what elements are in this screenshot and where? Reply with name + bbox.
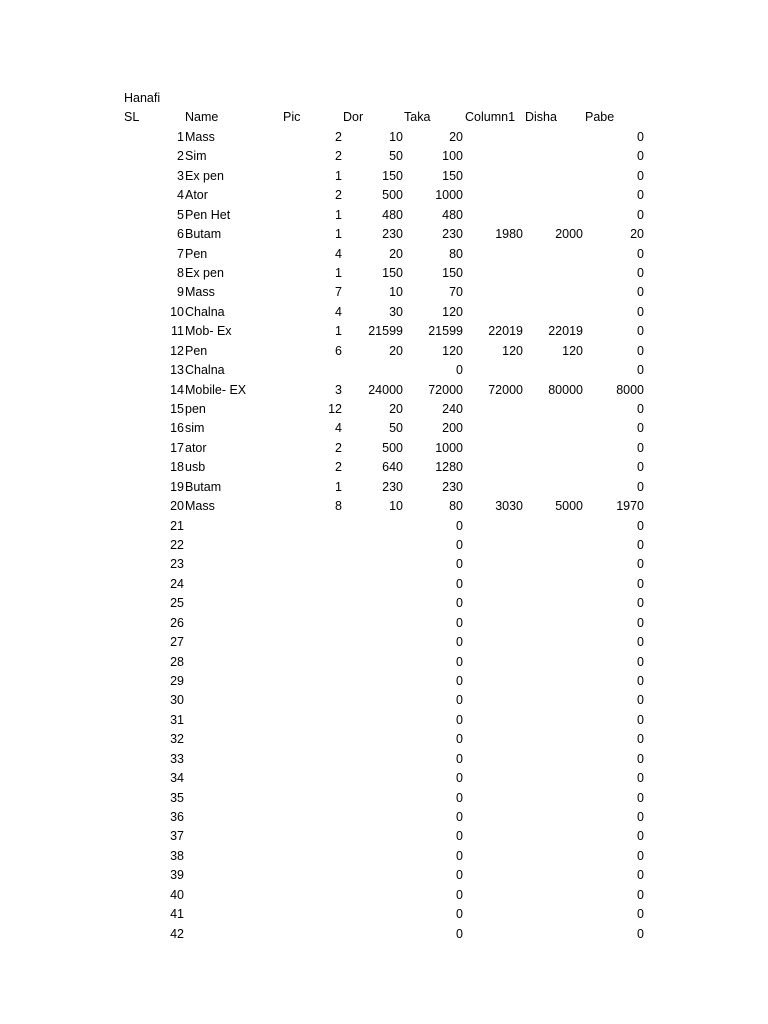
table-cell-taka: 0	[456, 927, 463, 941]
table-cell-taka: 200	[442, 421, 463, 435]
table-cell-pabe: 0	[637, 713, 644, 727]
table-cell-taka: 0	[456, 810, 463, 824]
table-cell-taka: 0	[456, 829, 463, 843]
table-cell-pabe: 0	[637, 305, 644, 319]
table-cell-pabe: 0	[637, 344, 644, 358]
table-cell-sl: 29	[170, 674, 184, 688]
table-cell-taka: 0	[456, 655, 463, 669]
table-cell-pabe: 0	[637, 247, 644, 261]
table-cell-sl: 23	[170, 557, 184, 571]
table-cell-sl: 11	[171, 324, 184, 338]
table-cell-pabe: 0	[637, 557, 644, 571]
table-cell-dor: 20	[389, 247, 403, 261]
table-cell-pic: 1	[335, 324, 342, 338]
sheet-title: Hanafi	[124, 91, 161, 105]
table-cell-taka: 0	[456, 791, 463, 805]
table-cell-taka: 0	[456, 519, 463, 533]
table-cell-pabe: 0	[637, 519, 644, 533]
table-cell-dor: 10	[389, 130, 403, 144]
table-cell-taka: 100	[442, 149, 463, 163]
table-cell-taka: 80	[449, 499, 463, 513]
table-cell-taka: 0	[456, 868, 463, 882]
table-cell-dor: 480	[382, 208, 403, 222]
table-cell-taka: 72000	[428, 383, 463, 397]
table-cell-sl: 42	[170, 927, 184, 941]
table-cell-taka: 1000	[435, 441, 463, 455]
table-cell-taka: 0	[456, 752, 463, 766]
table-cell-sl: 12	[170, 344, 184, 358]
table-cell-pabe: 0	[637, 169, 644, 183]
table-cell-taka: 0	[456, 635, 463, 649]
table-cell-pic: 3	[335, 383, 342, 397]
table-cell-name: Pen	[185, 344, 208, 358]
table-cell-taka: 1000	[435, 188, 463, 202]
table-cell-pabe: 1970	[616, 499, 644, 513]
table-cell-sl: 10	[170, 305, 184, 319]
table-cell-name: ator	[185, 441, 207, 455]
table-cell-name: Chalna	[185, 363, 225, 377]
table-cell-column1: 1980	[495, 227, 523, 241]
table-cell-pabe: 0	[637, 732, 644, 746]
table-cell-dor: 230	[382, 480, 403, 494]
table-cell-sl: 37	[170, 829, 184, 843]
table-cell-taka: 120	[442, 305, 463, 319]
table-cell-pabe: 0	[637, 927, 644, 941]
table-cell-sl: 16	[170, 421, 184, 435]
table-cell-name: Pen	[185, 247, 208, 261]
table-cell-pabe: 0	[637, 791, 644, 805]
table-cell-pabe: 0	[637, 149, 644, 163]
table-cell-sl: 30	[170, 693, 184, 707]
table-cell-pabe: 0	[637, 752, 644, 766]
table-cell-taka: 70	[449, 285, 463, 299]
table-cell-name: sim	[185, 421, 205, 435]
table-cell-name: Sim	[185, 149, 207, 163]
table-cell-pabe: 0	[637, 402, 644, 416]
table-cell-name: Ator	[185, 188, 208, 202]
table-cell-taka: 150	[442, 266, 463, 280]
table-cell-taka: 0	[456, 363, 463, 377]
header-pic: Pic	[283, 110, 301, 124]
table-cell-pabe: 0	[637, 188, 644, 202]
table-cell-pabe: 0	[637, 810, 644, 824]
table-cell-sl: 39	[170, 868, 184, 882]
table-cell-pabe: 0	[637, 868, 644, 882]
table-cell-pic: 2	[335, 130, 342, 144]
table-cell-dor: 50	[389, 421, 403, 435]
header-name: Name	[185, 110, 219, 124]
table-cell-pabe: 0	[637, 266, 644, 280]
table-cell-pic: 7	[335, 285, 342, 299]
table-cell-pabe: 0	[637, 208, 644, 222]
table-cell-sl: 13	[170, 363, 184, 377]
table-cell-name: Ex pen	[185, 266, 224, 280]
table-cell-name: Chalna	[185, 305, 225, 319]
table-cell-taka: 21599	[428, 324, 463, 338]
table-cell-pabe: 0	[637, 635, 644, 649]
table-cell-sl: 8	[177, 266, 184, 280]
table-cell-pic: 1	[335, 266, 342, 280]
table-cell-dor: 24000	[368, 383, 403, 397]
table-cell-sl: 15	[170, 402, 184, 416]
table-cell-name: Pen Het	[185, 208, 231, 222]
table-cell-pic: 2	[335, 188, 342, 202]
table-cell-name: Mobile- EX	[185, 383, 247, 397]
table-cell-taka: 80	[449, 247, 463, 261]
table-cell-dor: 640	[382, 460, 403, 474]
table-cell-sl: 1	[177, 130, 184, 144]
table-cell-pic: 1	[335, 169, 342, 183]
table-cell-pic: 2	[335, 149, 342, 163]
table-cell-pic: 4	[335, 247, 342, 261]
table-cell-pic: 2	[335, 441, 342, 455]
table-cell-column1: 120	[502, 344, 523, 358]
table-cell-sl: 33	[170, 752, 184, 766]
table-cell-pabe: 0	[637, 888, 644, 902]
table-cell-name: Mass	[185, 130, 215, 144]
header-pabe: Pabe	[585, 110, 615, 124]
table-cell-sl: 3	[177, 169, 184, 183]
table-cell-sl: 21	[170, 519, 184, 533]
table-cell-sl: 25	[170, 596, 184, 610]
table-cell-taka: 0	[456, 577, 463, 591]
table-cell-pabe: 0	[637, 460, 644, 474]
table-cell-pabe: 0	[637, 674, 644, 688]
table-cell-pabe: 0	[637, 130, 644, 144]
table-cell-pabe: 0	[637, 829, 644, 843]
table-cell-pabe: 0	[637, 285, 644, 299]
table-cell-pic: 1	[335, 227, 342, 241]
table-cell-taka: 0	[456, 849, 463, 863]
table-cell-taka: 0	[456, 907, 463, 921]
table-cell-taka: 20	[449, 130, 463, 144]
table-cell-dor: 500	[382, 441, 403, 455]
table-cell-name: Mob- Ex	[185, 324, 232, 338]
table-cell-sl: 38	[170, 849, 184, 863]
table-cell-name: Butam	[185, 480, 222, 494]
table-cell-sl: 40	[170, 888, 184, 902]
table-cell-pabe: 0	[637, 363, 644, 377]
table-cell-sl: 2	[177, 149, 184, 163]
table-cell-taka: 0	[456, 771, 463, 785]
table-cell-taka: 0	[456, 732, 463, 746]
table-cell-column1: 72000	[488, 383, 523, 397]
table-cell-taka: 0	[456, 713, 463, 727]
table-cell-pabe: 0	[637, 907, 644, 921]
table-cell-sl: 35	[170, 791, 184, 805]
table-cell-sl: 19	[170, 480, 184, 494]
table-cell-pic: 1	[335, 480, 342, 494]
table-cell-pabe: 0	[637, 421, 644, 435]
table-cell-pic: 4	[335, 305, 342, 319]
table-cell-disha: 2000	[555, 227, 583, 241]
table-cell-sl: 5	[177, 208, 184, 222]
table-cell-name: pen	[185, 402, 206, 416]
table-cell-disha: 22019	[548, 324, 583, 338]
table-cell-dor: 20	[389, 402, 403, 416]
table-cell-taka: 150	[442, 169, 463, 183]
table-cell-pabe: 0	[637, 655, 644, 669]
table-cell-sl: 34	[170, 771, 184, 785]
table-cell-sl: 6	[177, 227, 184, 241]
table-cell-pabe: 0	[637, 324, 644, 338]
table-cell-sl: 41	[170, 907, 184, 921]
table-cell-name: Ex pen	[185, 169, 224, 183]
table-cell-pabe: 20	[630, 227, 644, 241]
table-cell-taka: 230	[442, 227, 463, 241]
table-cell-sl: 9	[177, 285, 184, 299]
table-cell-dor: 10	[389, 499, 403, 513]
table-cell-pic: 6	[335, 344, 342, 358]
table-cell-sl: 32	[170, 732, 184, 746]
table-cell-dor: 150	[382, 169, 403, 183]
table-cell-taka: 0	[456, 616, 463, 630]
header-sl: SL	[124, 110, 140, 124]
table-cell-pic: 8	[335, 499, 342, 513]
table-cell-sl: 14	[170, 383, 184, 397]
table-cell-sl: 4	[177, 188, 184, 202]
table-cell-dor: 21599	[368, 324, 403, 338]
table-cell-disha: 120	[562, 344, 583, 358]
table-cell-sl: 31	[170, 713, 184, 727]
table-cell-taka: 1280	[435, 460, 463, 474]
table-cell-pabe: 0	[637, 616, 644, 630]
table-cell-sl: 24	[170, 577, 184, 591]
table-cell-taka: 120	[442, 344, 463, 358]
header-column1: Column1	[465, 110, 516, 124]
table-cell-name: Butam	[185, 227, 222, 241]
table-cell-dor: 30	[389, 305, 403, 319]
table-cell-sl: 36	[170, 810, 184, 824]
table-cell-sl: 27	[170, 635, 184, 649]
table-cell-column1: 3030	[495, 499, 523, 513]
table-cell-name: Mass	[185, 499, 215, 513]
header-disha: Disha	[525, 110, 557, 124]
table-cell-sl: 7	[177, 247, 184, 261]
table-cell-name: usb	[185, 460, 206, 474]
table-cell-pabe: 0	[637, 480, 644, 494]
table-cell-sl: 26	[170, 616, 184, 630]
table-cell-taka: 0	[456, 693, 463, 707]
table-cell-pabe: 0	[637, 538, 644, 552]
table-cell-pabe: 0	[637, 849, 644, 863]
header-dor: Dor	[343, 110, 364, 124]
table-cell-pic: 2	[335, 460, 342, 474]
table-cell-sl: 28	[170, 655, 184, 669]
table-cell-column1: 22019	[488, 324, 523, 338]
table-cell-pic: 1	[335, 208, 342, 222]
table-cell-pabe: 0	[637, 771, 644, 785]
table-cell-dor: 150	[382, 266, 403, 280]
table-cell-pabe: 0	[637, 441, 644, 455]
table-cell-taka: 240	[442, 402, 463, 416]
table-cell-taka: 0	[456, 674, 463, 688]
table-cell-sl: 20	[170, 499, 184, 513]
table-cell-taka: 0	[456, 596, 463, 610]
header-taka: Taka	[404, 110, 431, 124]
table-cell-sl: 18	[170, 460, 184, 474]
table-cell-taka: 230	[442, 480, 463, 494]
table-cell-pic: 12	[328, 402, 342, 416]
table-cell-name: Mass	[185, 285, 215, 299]
table-cell-taka: 0	[456, 888, 463, 902]
table-cell-sl: 17	[170, 441, 184, 455]
table-cell-pabe: 0	[637, 596, 644, 610]
table-cell-pabe: 8000	[616, 383, 644, 397]
table-cell-dor: 50	[389, 149, 403, 163]
table-cell-dor: 230	[382, 227, 403, 241]
table-cell-dor: 20	[389, 344, 403, 358]
table-cell-pic: 4	[335, 421, 342, 435]
table-cell-disha: 80000	[548, 383, 583, 397]
table-cell-dor: 500	[382, 188, 403, 202]
table-cell-taka: 0	[456, 538, 463, 552]
table-cell-taka: 0	[456, 557, 463, 571]
table-cell-pabe: 0	[637, 693, 644, 707]
table-cell-taka: 480	[442, 208, 463, 222]
table-cell-dor: 10	[389, 285, 403, 299]
table-cell-disha: 5000	[555, 499, 583, 513]
table-cell-pabe: 0	[637, 577, 644, 591]
table-cell-sl: 22	[170, 538, 184, 552]
